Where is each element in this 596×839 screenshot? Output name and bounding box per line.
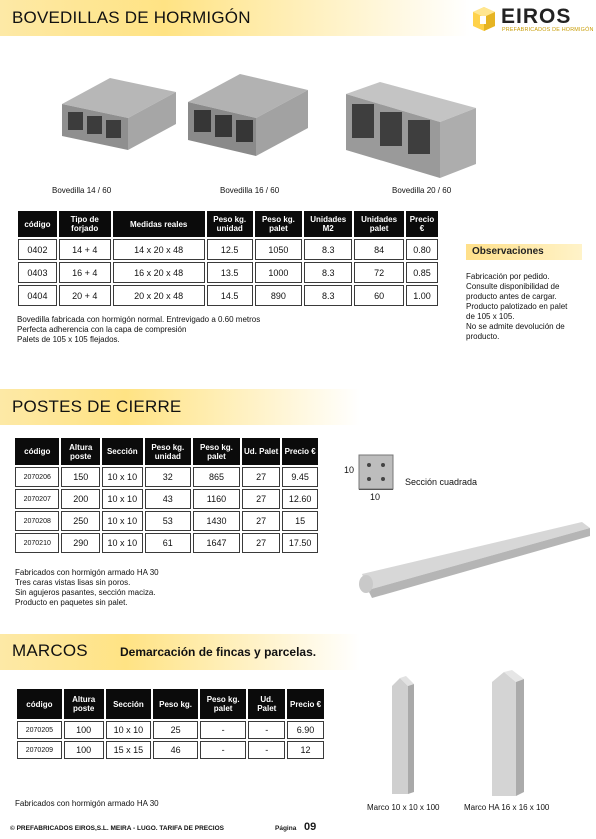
cell: 14 x 20 x 48 bbox=[113, 239, 205, 260]
cell: 200 bbox=[61, 489, 99, 509]
cell: 9.45 bbox=[282, 467, 318, 487]
cell: 14 + 4 bbox=[59, 239, 111, 260]
col-header: Peso kg. palet bbox=[255, 211, 303, 237]
footer-text: © PREFABRICADOS EIROS,S.L. MEIRA - LUGO. TARIFA DE PRECIOS bbox=[10, 825, 225, 832]
section-title-postes: POSTES DE CIERRE bbox=[12, 397, 182, 416]
col-header: Unidades palet bbox=[354, 211, 404, 237]
section-label: Sección cuadrada bbox=[405, 477, 478, 487]
obs-line: producto antes de cargar. bbox=[466, 292, 557, 301]
cell: 2070210 bbox=[15, 533, 59, 553]
cell: - bbox=[200, 721, 247, 739]
brand-name: EIROS bbox=[501, 5, 572, 28]
table-row bbox=[15, 467, 318, 487]
note-line: Tres caras vistas lisas sin poros. bbox=[15, 578, 131, 587]
table-row bbox=[15, 533, 318, 553]
cell: 53 bbox=[145, 511, 191, 531]
cell: 6.90 bbox=[287, 721, 324, 739]
brand-logo bbox=[473, 5, 594, 35]
fence-post-image bbox=[354, 514, 592, 598]
cell: 0402 bbox=[18, 239, 57, 260]
cell: 15 x 15 bbox=[106, 741, 152, 759]
cell: 13.5 bbox=[207, 262, 253, 283]
marcos-subtitle: Demarcación de fincas y parcelas. bbox=[120, 645, 317, 659]
square-section-diagram bbox=[356, 452, 396, 492]
table-row bbox=[18, 239, 438, 260]
cell: 865 bbox=[193, 467, 240, 487]
cell: 17.50 bbox=[282, 533, 318, 553]
col-header: código bbox=[15, 438, 59, 465]
cell: 2070209 bbox=[17, 741, 62, 759]
cell: 1160 bbox=[193, 489, 240, 509]
col-header: Sección bbox=[106, 689, 152, 719]
col-header: Peso kg. palet bbox=[193, 438, 240, 465]
table-row bbox=[15, 511, 318, 531]
col-header: Altura poste bbox=[61, 438, 99, 465]
marcos-note: Fabricados con hormigón armado HA 30 bbox=[15, 799, 159, 808]
cell: 84 bbox=[354, 239, 404, 260]
cell: 0404 bbox=[18, 285, 57, 306]
cell: - bbox=[200, 741, 247, 759]
note-line: Palets de 105 x 105 flejados. bbox=[17, 335, 120, 344]
cell: 12 bbox=[287, 741, 324, 759]
bovedillas-table bbox=[16, 209, 440, 308]
cell: 25 bbox=[153, 721, 198, 739]
marcos-table bbox=[15, 687, 326, 761]
cell: 100 bbox=[64, 741, 104, 759]
note-line: Perfecta adherencia con la capa de compresión bbox=[17, 325, 187, 334]
col-header: Precio € bbox=[406, 211, 438, 237]
cell: 890 bbox=[255, 285, 303, 306]
col-header: Precio € bbox=[282, 438, 318, 465]
col-header: Tipo de forjado bbox=[59, 211, 111, 237]
cell: 27 bbox=[242, 511, 280, 531]
postes-notes bbox=[15, 568, 159, 608]
cell: 0.80 bbox=[406, 239, 438, 260]
caption-bovedilla-20: Bovedilla 20 / 60 bbox=[392, 186, 452, 195]
col-header: Ud. Palet bbox=[248, 689, 285, 719]
cell: 10 x 10 bbox=[106, 721, 152, 739]
col-header: código bbox=[17, 689, 62, 719]
cell: 20 + 4 bbox=[59, 285, 111, 306]
cell: 43 bbox=[145, 489, 191, 509]
cell: 12.60 bbox=[282, 489, 318, 509]
cell: 16 x 20 x 48 bbox=[113, 262, 205, 283]
page-number: 09 bbox=[304, 821, 317, 833]
cell: 250 bbox=[61, 511, 99, 531]
cell: 32 bbox=[145, 467, 191, 487]
table-row bbox=[18, 262, 438, 283]
marco-10-image bbox=[386, 676, 416, 800]
col-header: Peso kg. palet bbox=[200, 689, 247, 719]
note-line: Producto en paquetes sin palet. bbox=[15, 598, 128, 607]
cell: 10 x 10 bbox=[102, 489, 143, 509]
col-header: Sección bbox=[102, 438, 143, 465]
caption-marco-16: Marco HA 16 x 16 x 100 bbox=[464, 803, 550, 812]
caption-marco-10: Marco 10 x 10 x 100 bbox=[367, 803, 440, 812]
cell: 290 bbox=[61, 533, 99, 553]
col-header: Peso kg. unidad bbox=[207, 211, 253, 237]
cell: 2070206 bbox=[15, 467, 59, 487]
observaciones-title: Observaciones bbox=[466, 244, 582, 260]
cell: 1430 bbox=[193, 511, 240, 531]
section-dim-bottom: 10 bbox=[370, 492, 381, 502]
section-dim-line bbox=[359, 489, 393, 490]
col-header: Peso kg. bbox=[153, 689, 198, 719]
obs-line: No se admite devolución de bbox=[466, 322, 565, 331]
note-line: Fabricados con hormigón armado HA 30 bbox=[15, 568, 159, 577]
obs-line: Fabricación por pedido. bbox=[466, 272, 550, 281]
cell: 10 x 10 bbox=[102, 511, 143, 531]
marco-16-image bbox=[486, 670, 526, 802]
note-line: Bovedilla fabricada con hormigón normal. Entrevigado a 0.60 metros bbox=[17, 315, 261, 324]
cell: 20 x 20 x 48 bbox=[113, 285, 205, 306]
cell: - bbox=[248, 741, 285, 759]
caption-bovedilla-16: Bovedilla 16 / 60 bbox=[220, 186, 280, 195]
page-label: Página bbox=[275, 825, 297, 832]
cell: 0403 bbox=[18, 262, 57, 283]
cell: 27 bbox=[242, 467, 280, 487]
cell: 27 bbox=[242, 489, 280, 509]
cell: 8.3 bbox=[304, 239, 352, 260]
cell: 1.00 bbox=[406, 285, 438, 306]
cell: 1000 bbox=[255, 262, 303, 283]
cell: 1647 bbox=[193, 533, 240, 553]
cell: 2070207 bbox=[15, 489, 59, 509]
col-header: Peso kg. unidad bbox=[145, 438, 191, 465]
cell: 0.85 bbox=[406, 262, 438, 283]
bovedilla-14-image bbox=[52, 72, 180, 156]
cell: 61 bbox=[145, 533, 191, 553]
obs-line: producto. bbox=[466, 332, 500, 341]
cell: 27 bbox=[242, 533, 280, 553]
obs-line: de 105 x 105. bbox=[466, 312, 515, 321]
obs-line: Producto palotizado en palet bbox=[466, 302, 568, 311]
bovedilla-16-image bbox=[178, 68, 313, 162]
col-header: Unidades M2 bbox=[304, 211, 352, 237]
section-title-marcos: MARCOS bbox=[12, 641, 88, 660]
cell: 8.3 bbox=[304, 285, 352, 306]
cell: 10 x 10 bbox=[102, 533, 143, 553]
section-dim-side: 10 bbox=[344, 465, 355, 475]
cell: 2070208 bbox=[15, 511, 59, 531]
cell: 150 bbox=[61, 467, 99, 487]
cell: - bbox=[248, 721, 285, 739]
cell: 2070205 bbox=[17, 721, 62, 739]
obs-line: Consulte disponibilidad de bbox=[466, 282, 560, 291]
table-row bbox=[17, 721, 324, 739]
caption-bovedilla-14: Bovedilla 14 / 60 bbox=[52, 186, 112, 195]
note-line: Sin agujeros pasantes, sección maciza. bbox=[15, 588, 156, 597]
cell: 16 + 4 bbox=[59, 262, 111, 283]
cell: 46 bbox=[153, 741, 198, 759]
section-title-bovedillas: BOVEDILLAS DE HORMIGÓN bbox=[12, 8, 251, 27]
table-row bbox=[18, 285, 438, 306]
table-row bbox=[17, 741, 324, 759]
table-row bbox=[15, 489, 318, 509]
cell: 14.5 bbox=[207, 285, 253, 306]
observaciones-text bbox=[466, 272, 567, 342]
col-header: Ud. Palet bbox=[242, 438, 280, 465]
bovedillas-notes bbox=[17, 315, 260, 345]
cell: 1050 bbox=[255, 239, 303, 260]
col-header: Altura poste bbox=[64, 689, 104, 719]
postes-table bbox=[13, 436, 320, 555]
col-header: código bbox=[18, 211, 57, 237]
cell: 72 bbox=[354, 262, 404, 283]
bovedilla-20-image bbox=[340, 78, 480, 182]
cell: 15 bbox=[282, 511, 318, 531]
cell: 60 bbox=[354, 285, 404, 306]
brand-tagline: PREFABRICADOS DE HORMIGÓN bbox=[502, 27, 594, 33]
cell: 12.5 bbox=[207, 239, 253, 260]
col-header: Precio € bbox=[287, 689, 324, 719]
cell: 100 bbox=[64, 721, 104, 739]
logo-cube-icon bbox=[473, 7, 495, 31]
col-header: Medidas reales bbox=[113, 211, 205, 237]
cell: 10 x 10 bbox=[102, 467, 143, 487]
cell: 8.3 bbox=[304, 262, 352, 283]
